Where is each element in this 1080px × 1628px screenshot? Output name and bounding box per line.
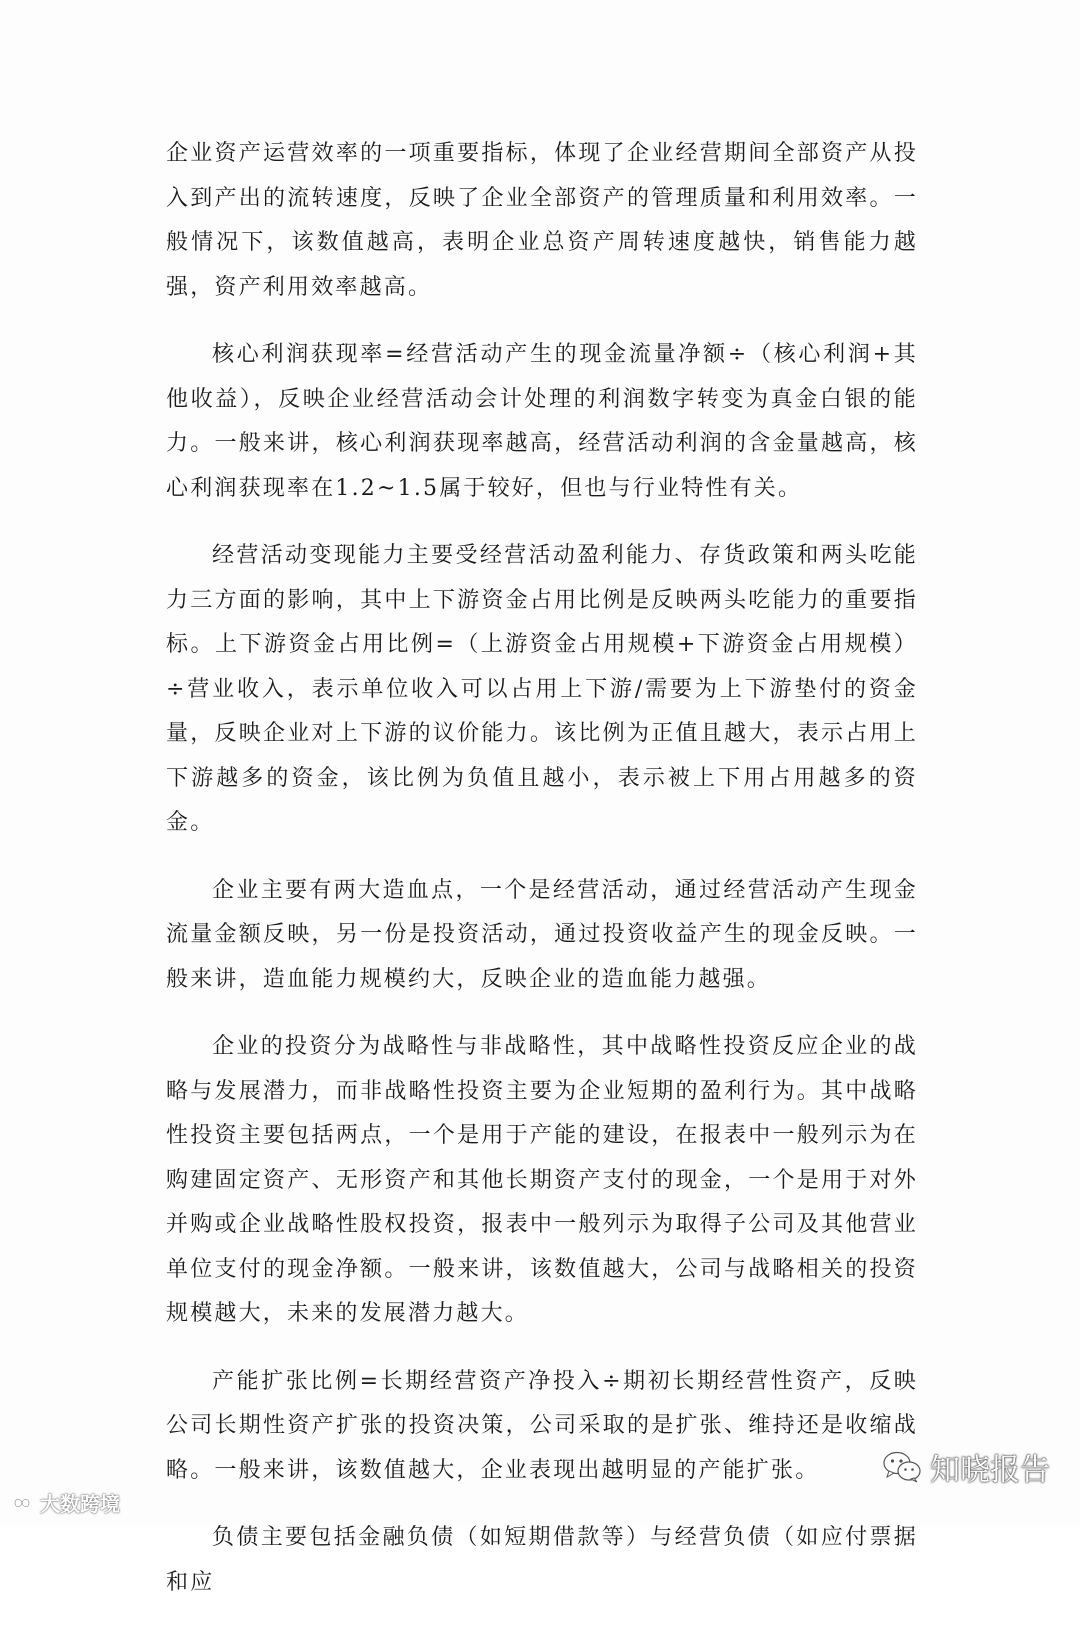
paragraph-7: 负债主要包括金融负债（如短期借款等）与经营负债（如应付票据和应: [166, 1525, 918, 1595]
paragraph-1: 企业资产运营效率的一项重要指标，体现了企业经营期间全部资产从投入到产出的流转速度，反映了企业全部资产的管理质量和利用效率。一般情况下，该数值越高，表明企业总资产周转速度越快，销售能力越强，资产利用效率越高。: [166, 141, 918, 300]
watermark-left: [8, 1488, 120, 1517]
paragraph-4: 企业主要有两大造血点，一个是经营活动，通过经营活动产生现金流量金额反映，另一份是投资活动，通过投资收益产生的现金反映。一般来讲，造血能力规模约大，反映企业的造血能力越强。: [166, 877, 918, 992]
paragraph-6: 产能扩张比例=长期经营资产净投入÷期初长期经营性资产，反映公司长期性资产扩张的投资决策，公司采取的是扩张、维持还是收缩战略。一般来讲，该数值越大，企业表现出越明显的产能扩张。: [166, 1368, 918, 1483]
paragraph-3: 经营活动变现能力主要受经营活动盈利能力、存货政策和两头吃能力三方面的影响，其中上下游资金占用比例是反映两头吃能力的重要指标。上下游资金占用比例=（上游资金占用规模+下游资金占用规模）÷营业收入，表示单位收入可以占用上下游/需要为上下游垫付的资金量，反映企业对上下游的议价能力。该比例为正值且越大，表示占用上下游越多的资金，该比例为负值且越小，表示被上下用占用越多的资金。: [166, 543, 918, 835]
paragraph-5: 企业的投资分为战略性与非战略性，其中战略性投资反应企业的战略与发展潜力，而非战略性投资主要为企业短期的盈利行为。其中战略性投资主要包括两点，一个是用于产能的建设，在报表中一般列示为在购建固定资产、无形资产和其他长期资产支付的现金，一个是用于对外并购或企业战略性股权投资，报表中一般列示为取得子公司及其他营业单位支付的现金净额。一般来讲，该数值越大，公司与战略相关的投资规模越大，未来的发展潜力越大。: [166, 1034, 918, 1326]
watermark-right-text: 知晓报告: [930, 1453, 1050, 1488]
paragraph-2: 核心利润获现率=经营活动产生的现金流量净额÷（核心利润+其他收益），反映企业经营活动会计处理的利润数字转变为真金白银的能力。一般来讲，核心利润获现率越高，经营活动利润的含金量越高，核心利润获现率在1.2~1.5属于较好，但也与行业特性有关。: [166, 342, 918, 501]
watermark-left-text: 大数跨境: [40, 1492, 120, 1516]
wechat-icon: [882, 1450, 922, 1484]
watermark-right: [882, 1445, 1050, 1489]
document-body: [166, 132, 918, 1628]
infinity-logo-icon: [8, 1494, 36, 1512]
